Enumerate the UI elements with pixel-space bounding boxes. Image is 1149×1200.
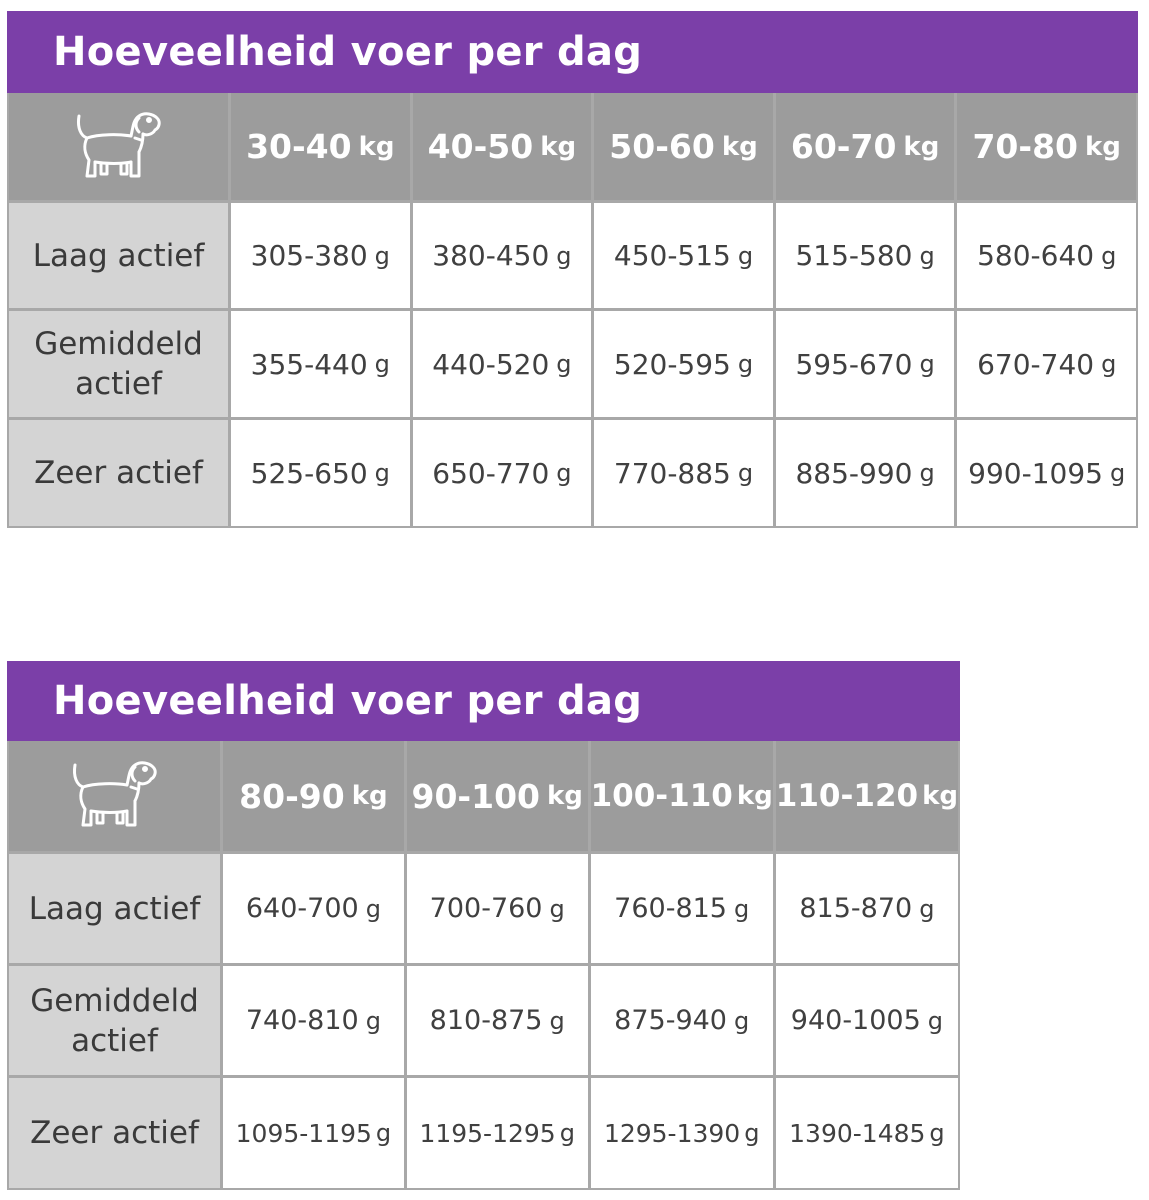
header-icon-cell: [9, 93, 228, 200]
dog-icon: [73, 108, 165, 186]
table-cell: 770-885 g: [594, 420, 773, 526]
table-cell: 355-440 g: [231, 311, 410, 417]
row-label: Laag actief: [9, 854, 220, 963]
table-cell: 520-595 g: [594, 311, 773, 417]
weight-header: 50-60 kg: [594, 93, 773, 200]
table-cell: 640-700 g: [223, 854, 404, 963]
table-cell: 1390-1485 g: [776, 1078, 958, 1188]
weight-header: 110-120 kg: [776, 741, 958, 851]
table-cell: 1095-1195 g: [223, 1078, 404, 1188]
header-icon-cell: [9, 741, 220, 851]
table-cell: 305-380 g: [231, 203, 410, 308]
table-cell: 990-1095 g: [957, 420, 1136, 526]
table-cell: 515-580 g: [776, 203, 955, 308]
weight-header: 90-100 kg: [407, 741, 588, 851]
row-label: Zeer actief: [9, 1078, 220, 1188]
table-cell: 760-815 g: [591, 854, 773, 963]
table-cell: 525-650 g: [231, 420, 410, 526]
table-cell: 700-760 g: [407, 854, 588, 963]
table-title: Hoeveelheid voer per dag: [7, 661, 960, 741]
table-cell: 885-990 g: [776, 420, 955, 526]
table-cell: 810-875 g: [407, 966, 588, 1075]
weight-header: 40-50 kg: [413, 93, 592, 200]
row-label: Laag actief: [9, 203, 228, 308]
weight-header: 30-40 kg: [231, 93, 410, 200]
table-cell: 580-640 g: [957, 203, 1136, 308]
row-label: Gemiddeld actief: [9, 966, 220, 1075]
table-grid: [7, 93, 1138, 528]
table-cell: 440-520 g: [413, 311, 592, 417]
weight-header: 60-70 kg: [776, 93, 955, 200]
table-cell: 450-515 g: [594, 203, 773, 308]
table-cell: 670-740 g: [957, 311, 1136, 417]
weight-header: 80-90 kg: [223, 741, 404, 851]
table-cell: 1295-1390 g: [591, 1078, 773, 1188]
table-cell: 1195-1295 g: [407, 1078, 588, 1188]
weight-header: 70-80 kg: [957, 93, 1136, 200]
table-grid: [7, 741, 960, 1190]
weight-header: 100-110 kg: [591, 741, 773, 851]
row-label: Zeer actief: [9, 420, 228, 526]
dog-icon: [69, 757, 161, 835]
table-cell: 875-940 g: [591, 966, 773, 1075]
table-cell: 740-810 g: [223, 966, 404, 1075]
table-cell: 595-670 g: [776, 311, 955, 417]
row-label: Gemiddeld actief: [9, 311, 228, 417]
table-cell: 940-1005 g: [776, 966, 958, 1075]
feeding-table-2: [7, 661, 960, 1190]
feeding-table-1: [7, 11, 1138, 528]
table-cell: 380-450 g: [413, 203, 592, 308]
table-cell: 815-870 g: [776, 854, 958, 963]
table-title: Hoeveelheid voer per dag: [7, 11, 1138, 93]
table-cell: 650-770 g: [413, 420, 592, 526]
